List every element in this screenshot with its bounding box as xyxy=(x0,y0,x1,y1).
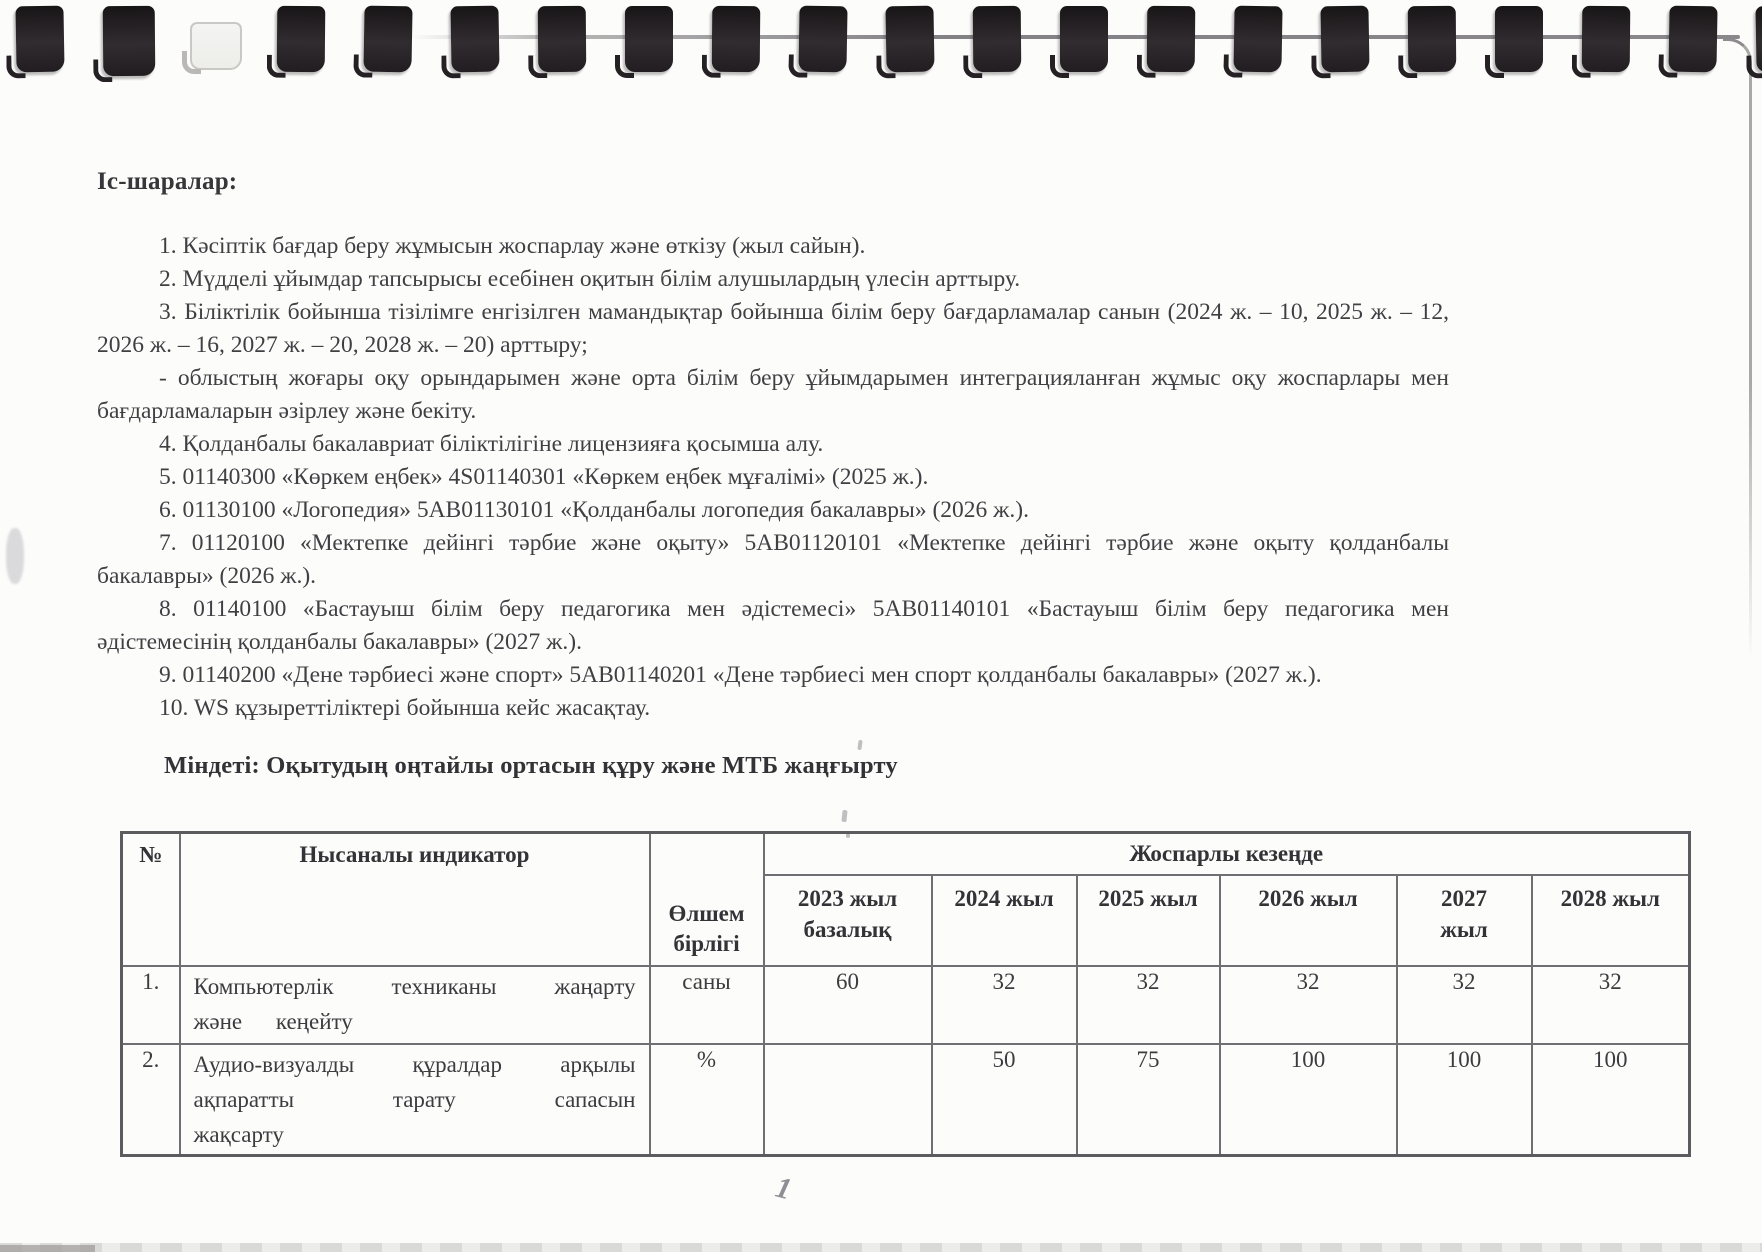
row-value-2027: 32 xyxy=(1397,966,1532,1044)
list-item: - облыстың жоғары оқу орындарымен және орта білім беру ұйымдарымен интеграцияланған жұмыс оқу жоспарлары мен бағдарламаларын әзірлеу және бекіту. xyxy=(97,365,1449,424)
col-header-year-2023: 2023 жыл базалық xyxy=(764,875,932,966)
binding-comb-tab xyxy=(885,6,934,73)
list-item: 4. Қолданбалы бакалавриат біліктілігіне лицензияға қосымша алу. xyxy=(159,431,824,457)
col-header-num: № xyxy=(122,833,180,967)
binding-combs xyxy=(0,0,1762,95)
binding-comb-tab xyxy=(1147,6,1196,72)
list-item: 5. 01140300 «Көркем еңбек» 4S01140301 «Көркем еңбек мұғалімі» (2025 ж.). xyxy=(159,464,929,490)
table-header-row xyxy=(122,833,1690,876)
list-item: 2. Мүдделі ұйымдар тапсырысы есебінен оқитын білім алушылардың үлесін арттыру. xyxy=(159,266,1021,292)
row-indicator: Аудио-визуалды құралдар арқылы ақпаратты тарату сапасын жақсарту xyxy=(180,1044,650,1156)
col-header-unit: Өлшем бірлігі xyxy=(650,833,764,967)
row-value-2024: 32 xyxy=(932,966,1077,1044)
row-value-2028: 100 xyxy=(1532,1044,1690,1156)
binding-comb-tab xyxy=(190,22,242,70)
row-unit: % xyxy=(650,1044,764,1156)
list-item: 10. WS құзыреттіліктері бойынша кейс жасақтау. xyxy=(159,695,651,721)
row-indicator: Компьютерлік техниканы жаңарту және кеңейту xyxy=(180,966,650,1044)
page-edge-curl xyxy=(1723,38,1752,661)
row-value-2025: 75 xyxy=(1077,1044,1220,1156)
binding-comb-tab xyxy=(1582,6,1631,72)
section-heading: Іс-шаралар: xyxy=(97,168,238,195)
list-item: 6. 01130100 «Логопедия» 5АВ01130101 «Қолданбалы логопедия бакалавры» (2026 ж.). xyxy=(159,497,1029,523)
list-item: 9. 01140200 «Дене тәрбиесі және спорт» 5АВ01140201 «Дене тәрбиесі мен спорт қолданбалы бакалавры» (2027 ж.). xyxy=(159,662,1322,688)
col-header-year-2028: 2028 жыл xyxy=(1532,875,1690,966)
col-header-year-2024: 2024 жыл xyxy=(932,875,1077,966)
row-value-2023: 60 xyxy=(764,966,932,1044)
list-item: 8. 01140100 «Бастауыш білім беру педагогика мен әдістемесі» 5АВ01140101 «Бастауыш білім беру педагогика мен әдістемесінің қолданбалы бакалавры» (2027 ж.). xyxy=(97,596,1449,655)
row-number: 1. xyxy=(122,966,180,1044)
binding-comb-tab xyxy=(1233,6,1282,73)
list-item: 1. Кәсіптік бағдар беру жұмысын жоспарлау және өткізу (жыл сайын). xyxy=(159,233,866,259)
binding-comb-tab xyxy=(798,6,847,73)
binding-comb-tab xyxy=(712,6,761,72)
page-number-mark: 1 xyxy=(772,1170,795,1207)
row-value-2028: 32 xyxy=(1532,966,1690,1044)
row-value-2023 xyxy=(764,1044,932,1156)
col-header-year-2025: 2025 жыл xyxy=(1077,875,1220,966)
binding-comb-tab xyxy=(1060,6,1108,72)
row-value-2027: 100 xyxy=(1397,1044,1532,1156)
list-item: 3. Біліктілік бойынша тізілімге енгізілген мамандықтар бойынша білім беру бағдарламалар санын (2024 ж. – 10, 2025 ж. – 12, 2026 ж. – 16, 2027 ж. – 20, 2028 ж. – 20) арттыру; xyxy=(97,299,1449,358)
col-header-period: Жоспарлы кезеңде xyxy=(764,833,1690,876)
binding-comb-tab xyxy=(625,6,673,72)
row-value-2026: 32 xyxy=(1220,966,1397,1044)
table-row xyxy=(122,1044,1690,1156)
binding-comb-tab xyxy=(277,6,326,72)
scan-bottom-edge xyxy=(0,1243,1762,1252)
objective-heading: Міндеті: Оқытудың оңтайлы ортасын құру және МТБ жаңғырту xyxy=(164,752,898,779)
binding-comb-tab xyxy=(1408,6,1457,72)
col-header-indicator: Нысаналы индикатор xyxy=(180,833,650,967)
col-header-year-2027: 2027 жыл xyxy=(1397,875,1532,966)
binding-comb-tab xyxy=(1495,6,1543,72)
binding-comb-tab xyxy=(1668,6,1717,73)
binding-comb-tab xyxy=(973,6,1022,72)
indicators-table xyxy=(120,831,1691,1157)
scan-bottom-corner xyxy=(0,1245,95,1252)
list-item: 7. 01120100 «Мектепке дейінгі тәрбие және оқыту» 5АВ01120101 «Мектепке дейінгі тәрбие және оқыту қолданбалы бакалавры» (2026 ж.). xyxy=(97,530,1449,589)
scan-smudge xyxy=(6,528,24,584)
row-value-2026: 100 xyxy=(1220,1044,1397,1156)
scan-speck xyxy=(841,810,847,822)
document-body xyxy=(97,168,1449,780)
row-unit: саны xyxy=(650,966,764,1044)
col-header-year-2026: 2026 жыл xyxy=(1220,875,1397,966)
row-value-2025: 32 xyxy=(1077,966,1220,1044)
binding-comb-tab xyxy=(450,6,499,73)
binding-comb-tab xyxy=(1755,6,1762,73)
binding-comb-tab xyxy=(1320,6,1369,73)
binding-comb-tab xyxy=(15,6,64,73)
binding-comb-tab xyxy=(538,6,587,72)
binding-comb-tab xyxy=(103,6,156,76)
row-value-2024: 50 xyxy=(932,1044,1077,1156)
table-row xyxy=(122,966,1690,1044)
binding-comb-tab xyxy=(363,6,412,73)
row-number: 2. xyxy=(122,1044,180,1156)
